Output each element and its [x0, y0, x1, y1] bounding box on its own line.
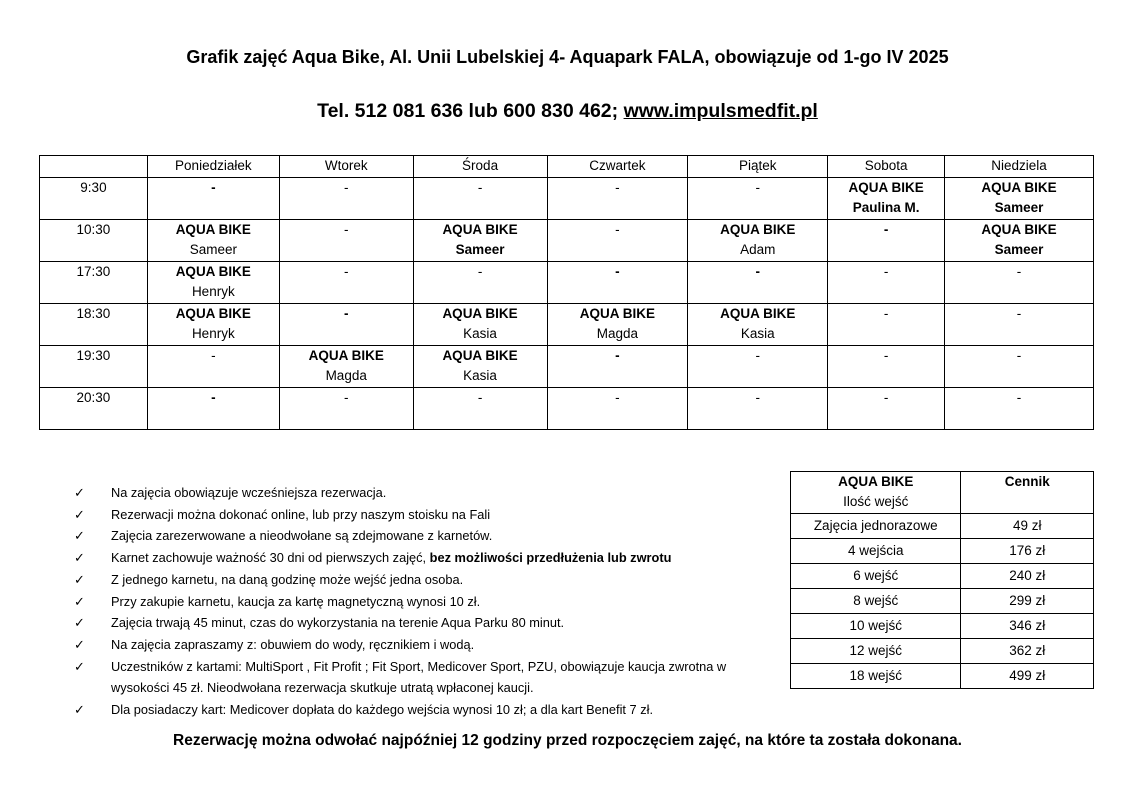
empty-slot: -: [883, 306, 889, 321]
empty-slot: -: [755, 180, 761, 195]
rule-item: [74, 525, 774, 547]
price-value: 362 zł: [961, 639, 1094, 664]
schedule-cell: [688, 304, 828, 346]
checkmark-icon: ✓: [74, 506, 85, 522]
day-header: Poniedziałek: [147, 156, 279, 178]
rule-item: [74, 699, 774, 721]
schedule-cell: [828, 304, 945, 346]
price-row: [791, 539, 1094, 564]
rule-text: Uczestników z kartami: MultiSport , Fit Profit ; Fit Sport, Medicover Sport, PZU, obowiązuje kaucja zwrotna w wysokości 45 zł. Nieodwołana rezerwacja skutkuje utratą wpłaconej kaucji.: [111, 658, 727, 696]
instructor-name: Sameer: [994, 242, 1044, 257]
schedule-cell: [413, 220, 547, 262]
schedule-cell: [945, 388, 1094, 430]
schedule-cell: [828, 262, 945, 304]
rule-item: [74, 547, 774, 569]
schedule-cell: [688, 262, 828, 304]
entries-label: Zajęcia jednorazowe: [791, 514, 961, 539]
price-header-title: AQUA BIKE: [838, 474, 914, 489]
class-name: AQUA BIKE: [175, 264, 251, 279]
checkmark-icon: ✓: [74, 528, 85, 544]
schedule-cell: [147, 346, 279, 388]
schedule-cell: [945, 220, 1094, 262]
schedule-cell: [828, 220, 945, 262]
entries-label: 12 wejść: [791, 639, 961, 664]
schedule-cell: [147, 388, 279, 430]
schedule-cell: [688, 178, 828, 220]
empty-slot: -: [755, 264, 761, 279]
instructor-name: Sameer: [455, 242, 505, 257]
price-value: 176 zł: [961, 539, 1094, 564]
schedule-cell: [147, 304, 279, 346]
entries-label: 6 wejść: [791, 564, 961, 589]
schedule-cell: [547, 178, 688, 220]
empty-slot: -: [615, 222, 620, 237]
checkmark-icon: ✓: [74, 702, 85, 718]
entries-label: 10 wejść: [791, 614, 961, 639]
schedule-cell: [945, 304, 1094, 346]
empty-slot: -: [343, 306, 349, 321]
time-cell: 17:30: [40, 262, 148, 304]
instructor-name: Kasia: [463, 326, 497, 341]
rule-item: [74, 569, 774, 591]
instructor-name: Kasia: [463, 368, 497, 383]
price-value: 49 zł: [961, 514, 1094, 539]
schedule-cell: [279, 346, 413, 388]
empty-slot: -: [755, 390, 761, 405]
entries-label: 18 wejść: [791, 664, 961, 689]
phone-numbers: Tel. 512 081 636 lub 600 830 462;: [317, 100, 619, 122]
schedule-cell: [279, 304, 413, 346]
time-cell: 19:30: [40, 346, 148, 388]
empty-slot: -: [883, 222, 889, 237]
price-row: [791, 589, 1094, 614]
entries-label: 4 wejścia: [791, 539, 961, 564]
empty-slot: -: [477, 390, 483, 405]
rule-text: Na zajęcia obowiązuje wcześniejsza rezerwacja.: [111, 485, 387, 500]
rule-text: Rezerwacji można dokonać online, lub przy naszym stoisku na Fali: [111, 506, 491, 522]
rule-item: [74, 591, 774, 613]
empty-slot: -: [477, 180, 483, 195]
empty-slot: -: [883, 264, 889, 279]
schedule-table: [39, 155, 1094, 430]
schedule-cell: [547, 388, 688, 430]
rule-text: Na zajęcia zapraszamy z: obuwiem do wody, ręcznikiem i wodą.: [111, 636, 475, 652]
price-header-cell: [791, 472, 961, 514]
rule-text: Zajęcia trwają 45 minut, czas do wykorzystania na terenie Aqua Parku 80 minut.: [111, 615, 565, 631]
schedule-cell: [413, 388, 547, 430]
price-table: [790, 471, 1094, 689]
website-link[interactable]: www.impulsmedfit.pl: [623, 100, 818, 122]
class-name: AQUA BIKE: [848, 180, 924, 195]
schedule-cell: [828, 388, 945, 430]
schedule-cell: [547, 346, 688, 388]
schedule-cell: [688, 346, 828, 388]
checkmark-icon: ✓: [74, 571, 85, 587]
schedule-cell: [413, 262, 547, 304]
schedule-cell: [828, 178, 945, 220]
empty-slot: -: [211, 390, 216, 405]
instructor-name: Henryk: [191, 326, 235, 341]
schedule-cell: [279, 262, 413, 304]
schedule-row: [40, 262, 1094, 304]
contact-line: [0, 100, 1135, 123]
day-header: Czwartek: [547, 156, 688, 178]
rule-item: [74, 634, 774, 656]
schedule-cell: [147, 178, 279, 220]
day-header: Sobota: [828, 156, 945, 178]
schedule-cell: [279, 178, 413, 220]
schedule-cell: [688, 220, 828, 262]
checkmark-icon: ✓: [74, 615, 85, 631]
schedule-cell: [547, 304, 688, 346]
day-header: Piątek: [688, 156, 828, 178]
class-name: AQUA BIKE: [308, 348, 384, 363]
schedule-cell: [279, 388, 413, 430]
corner-cell: [40, 156, 148, 178]
empty-slot: -: [615, 264, 620, 279]
rule-bold-text: bez możliwości przedłużenia lub zwrotu: [429, 550, 672, 566]
time-cell: 18:30: [40, 304, 148, 346]
schedule-cell: [688, 388, 828, 430]
class-name: AQUA BIKE: [981, 222, 1057, 237]
time-cell: 9:30: [40, 178, 148, 220]
empty-slot: -: [883, 348, 889, 363]
schedule-cell: [147, 262, 279, 304]
schedule-cell: [279, 220, 413, 262]
price-header-row: [791, 472, 1094, 514]
schedule-cell: [413, 346, 547, 388]
empty-slot: -: [615, 180, 620, 195]
checkmark-icon: ✓: [74, 658, 85, 674]
schedule-header-row: [40, 156, 1094, 178]
time-cell: 20:30: [40, 388, 148, 430]
price-value: 299 zł: [961, 589, 1094, 614]
checkmark-icon: ✓: [74, 593, 85, 609]
page-title: Grafik zajęć Aqua Bike, Al. Unii Lubelskiej 4- Aquapark FALA, obowiązuje od 1-go IV 2025: [186, 47, 949, 67]
price-row: [791, 639, 1094, 664]
checkmark-icon: ✓: [74, 636, 85, 652]
price-row: [791, 664, 1094, 689]
price-header-price: Cennik: [961, 472, 1094, 514]
empty-slot: -: [477, 264, 483, 279]
rule-item: [74, 612, 774, 634]
schedule-cell: [413, 304, 547, 346]
class-name: AQUA BIKE: [442, 348, 518, 363]
empty-slot: -: [343, 390, 349, 405]
empty-slot: -: [883, 390, 889, 405]
empty-slot: -: [343, 180, 349, 195]
schedule-cell: [547, 262, 688, 304]
entries-label: 8 wejść: [791, 589, 961, 614]
schedule-cell: [547, 220, 688, 262]
rule-text: Karnet zachowuje ważność 30 dni od pierwszych zajęć,: [111, 550, 430, 566]
empty-slot: -: [615, 348, 620, 363]
time-cell: 10:30: [40, 220, 148, 262]
class-name: AQUA BIKE: [175, 222, 251, 237]
price-value: 240 zł: [961, 564, 1094, 589]
empty-slot: -: [211, 180, 216, 195]
class-name: AQUA BIKE: [442, 222, 518, 237]
class-name: AQUA BIKE: [720, 222, 796, 237]
class-name: AQUA BIKE: [175, 306, 251, 321]
instructor-name: Henryk: [191, 284, 235, 299]
schedule-row: [40, 220, 1094, 262]
schedule-row: [40, 304, 1094, 346]
rule-text: Zajęcia zarezerwowane a nieodwołane są zdejmowane z karnetów.: [111, 528, 493, 544]
rule-item: [74, 504, 774, 526]
schedule-row: [40, 178, 1094, 220]
instructor-name: Paulina M.: [852, 200, 920, 215]
instructor-name: Magda: [596, 326, 639, 341]
empty-slot: -: [1016, 306, 1022, 321]
empty-slot: -: [343, 264, 349, 279]
checkmark-icon: ✓: [74, 550, 85, 566]
schedule-cell: [147, 220, 279, 262]
schedule-cell: [413, 178, 547, 220]
class-name: AQUA BIKE: [981, 180, 1057, 195]
rules-list: [74, 482, 774, 721]
schedule-row: [40, 388, 1094, 430]
empty-slot: -: [615, 390, 620, 405]
instructor-name: Sameer: [189, 242, 237, 257]
price-value: 499 zł: [961, 664, 1094, 689]
empty-slot: -: [343, 222, 349, 237]
class-name: AQUA BIKE: [720, 306, 796, 321]
rule-item: [74, 656, 774, 699]
instructor-name: Magda: [325, 368, 367, 383]
schedule-row: [40, 346, 1094, 388]
price-header-subtitle: Ilość wejść: [843, 494, 909, 509]
price-value: 346 zł: [961, 614, 1094, 639]
price-row: [791, 514, 1094, 539]
rule-text: Przy zakupie karnetu, kaucja za kartę magnetyczną wynosi 10 zł.: [111, 593, 481, 609]
empty-slot: -: [755, 348, 761, 363]
rule-text: Dla posiadaczy kart: Medicover dopłata do każdego wejścia wynosi 10 zł; a dla kart Benefit 7 zł.: [111, 702, 654, 718]
empty-slot: -: [1016, 390, 1022, 405]
day-header: Środa: [413, 156, 547, 178]
instructor-name: Kasia: [740, 326, 775, 341]
schedule-cell: [828, 346, 945, 388]
empty-slot: -: [1016, 348, 1022, 363]
class-name: AQUA BIKE: [579, 306, 656, 321]
price-row: [791, 564, 1094, 589]
schedule-cell: [945, 178, 1094, 220]
instructor-name: Adam: [740, 242, 776, 257]
schedule-cell: [945, 346, 1094, 388]
footer-note: Rezerwację można odwołać najpóźniej 12 godziny przed rozpoczęciem zajęć, na które ta została dokonana.: [173, 732, 962, 749]
instructor-name: Sameer: [994, 200, 1044, 215]
day-header: Wtorek: [279, 156, 413, 178]
empty-slot: -: [211, 348, 216, 363]
rule-item: [74, 482, 774, 504]
day-header: Niedziela: [945, 156, 1094, 178]
empty-slot: -: [1016, 264, 1022, 279]
checkmark-icon: ✓: [74, 485, 85, 500]
schedule-cell: [945, 262, 1094, 304]
rule-text: Z jednego karnetu, na daną godzinę może wejść jedna osoba.: [111, 571, 464, 587]
price-row: [791, 614, 1094, 639]
class-name: AQUA BIKE: [442, 306, 518, 321]
